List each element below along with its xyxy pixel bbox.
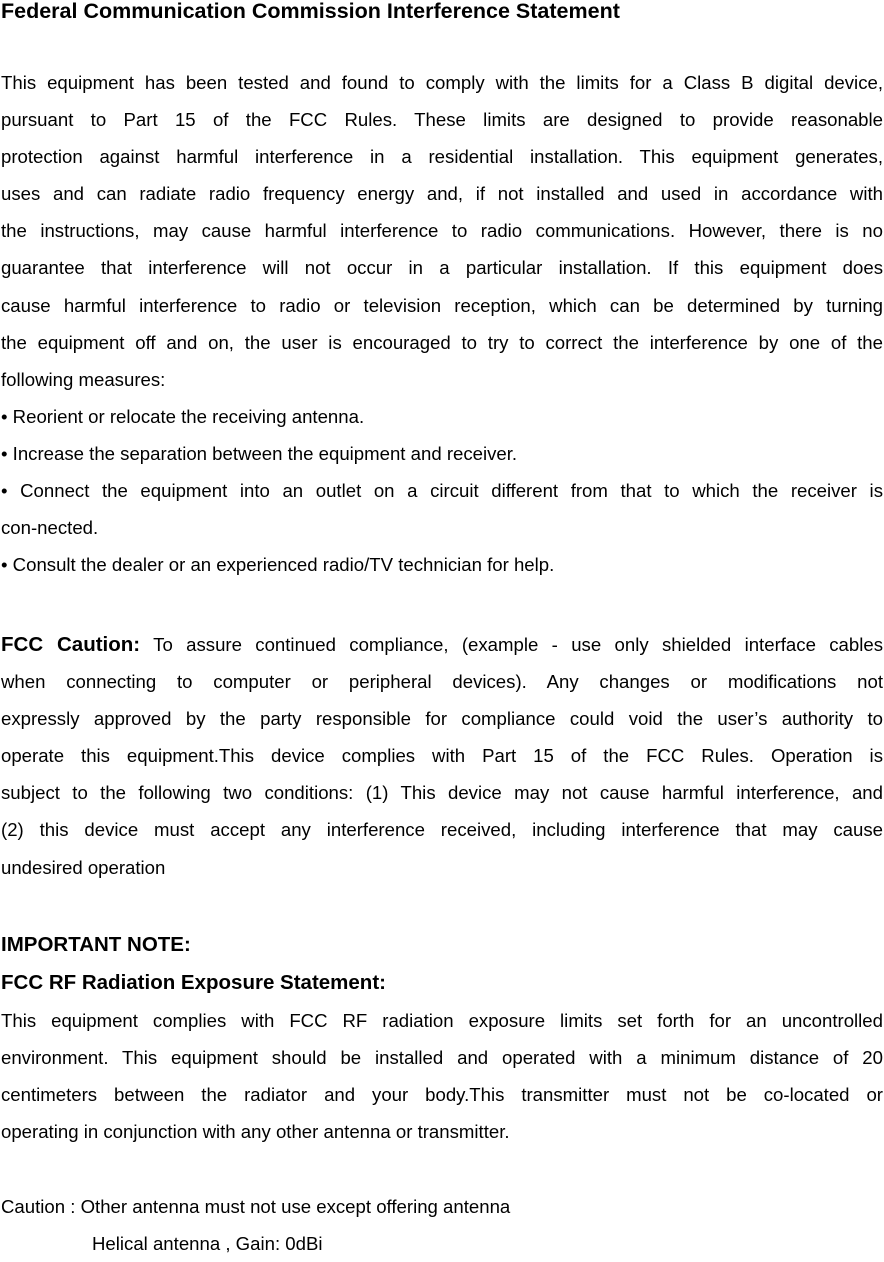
fcc-caution-first-line — [1, 626, 883, 663]
rf-exposure-line: environment. This equipment should be installed and operated with a minimum distance of 20 — [1, 1047, 883, 1069]
intro-line: the equipment off and on, the user is encouraged to try to correct the interference by one of the — [1, 331, 883, 353]
important-note-heading: IMPORTANT NOTE: — [1, 933, 191, 956]
fcc-caution-line: undesired operation — [1, 856, 166, 878]
fcc-caution-line: (2) this device must accept any interference received, including interference that may cause — [1, 819, 883, 841]
rf-exposure-paragraph — [1, 1002, 883, 1150]
list-item: • Connect the equipment into an outlet on a circuit different from that to which the receiver is — [1, 480, 883, 502]
intro-line: pursuant to Part 15 of the FCC Rules. These limits are designed to provide reasonable — [1, 109, 883, 131]
intro-line: This equipment has been tested and found to comply with the limits for a Class B digital device, — [1, 72, 883, 93]
antenna-type-line: Helical antenna , Gain: 0dBi — [92, 1233, 323, 1255]
fcc-caution-line: operate this equipment.This device complies with Part 15 of the FCC Rules. Operation is — [1, 745, 883, 767]
intro-line: protection against harmful interference in a residential installation. This equipment generates, — [1, 146, 883, 168]
rf-exposure-line: centimeters between the radiator and your body.This transmitter must not be co-located or — [1, 1084, 883, 1106]
fcc-caution-paragraph — [1, 626, 883, 886]
intro-line: following measures: — [1, 368, 166, 390]
intro-line: guarantee that interference will not occur in a particular installation. If this equipment does — [1, 257, 883, 279]
list-item: • Reorient or relocate the receiving antenna. — [1, 406, 365, 427]
rf-exposure-heading: FCC RF Radiation Exposure Statement: — [1, 971, 386, 994]
list-item: • Increase the separation between the equipment and receiver. — [1, 443, 518, 465]
fcc-caution-line: when connecting to computer or peripheral devices). Any changes or modifications not — [1, 671, 883, 693]
rf-exposure-line: operating in conjunction with any other antenna or transmitter. — [1, 1121, 510, 1143]
fcc-caution-first-text: To assure continued compliance, (example - use only shielded interface cables — [140, 634, 884, 655]
antenna-caution-line: Caution : Other antenna must not use except offering antenna — [1, 1196, 511, 1217]
intro-paragraph — [1, 64, 883, 398]
intro-line: the instructions, may cause harmful interference to radio communications. However, there is no — [1, 220, 883, 242]
measures-list — [1, 398, 883, 583]
fcc-caution-line: expressly approved by the party responsible for compliance could void the user’s authority to — [1, 708, 883, 730]
fcc-caution-line: subject to the following two conditions: (1) This device may not cause harmful interference, and — [1, 782, 883, 804]
fcc-caution-label: FCC Caution: — [1, 633, 141, 656]
intro-line: cause harmful interference to radio or television reception, which can be determined by turning — [1, 294, 883, 316]
antenna-caution — [1, 1188, 883, 1262]
document-title: Federal Communication Commission Interference Statement — [1, 0, 620, 23]
intro-line: uses and can radiate radio frequency energy and, if not installed and used in accordance with — [1, 183, 883, 205]
list-item: • Consult the dealer or an experienced radio/TV technician for help. — [1, 554, 555, 576]
rf-exposure-line: This equipment complies with FCC RF radiation exposure limits set forth for an uncontrolled — [1, 1010, 883, 1031]
list-item-continuation: con-nected. — [1, 517, 99, 539]
